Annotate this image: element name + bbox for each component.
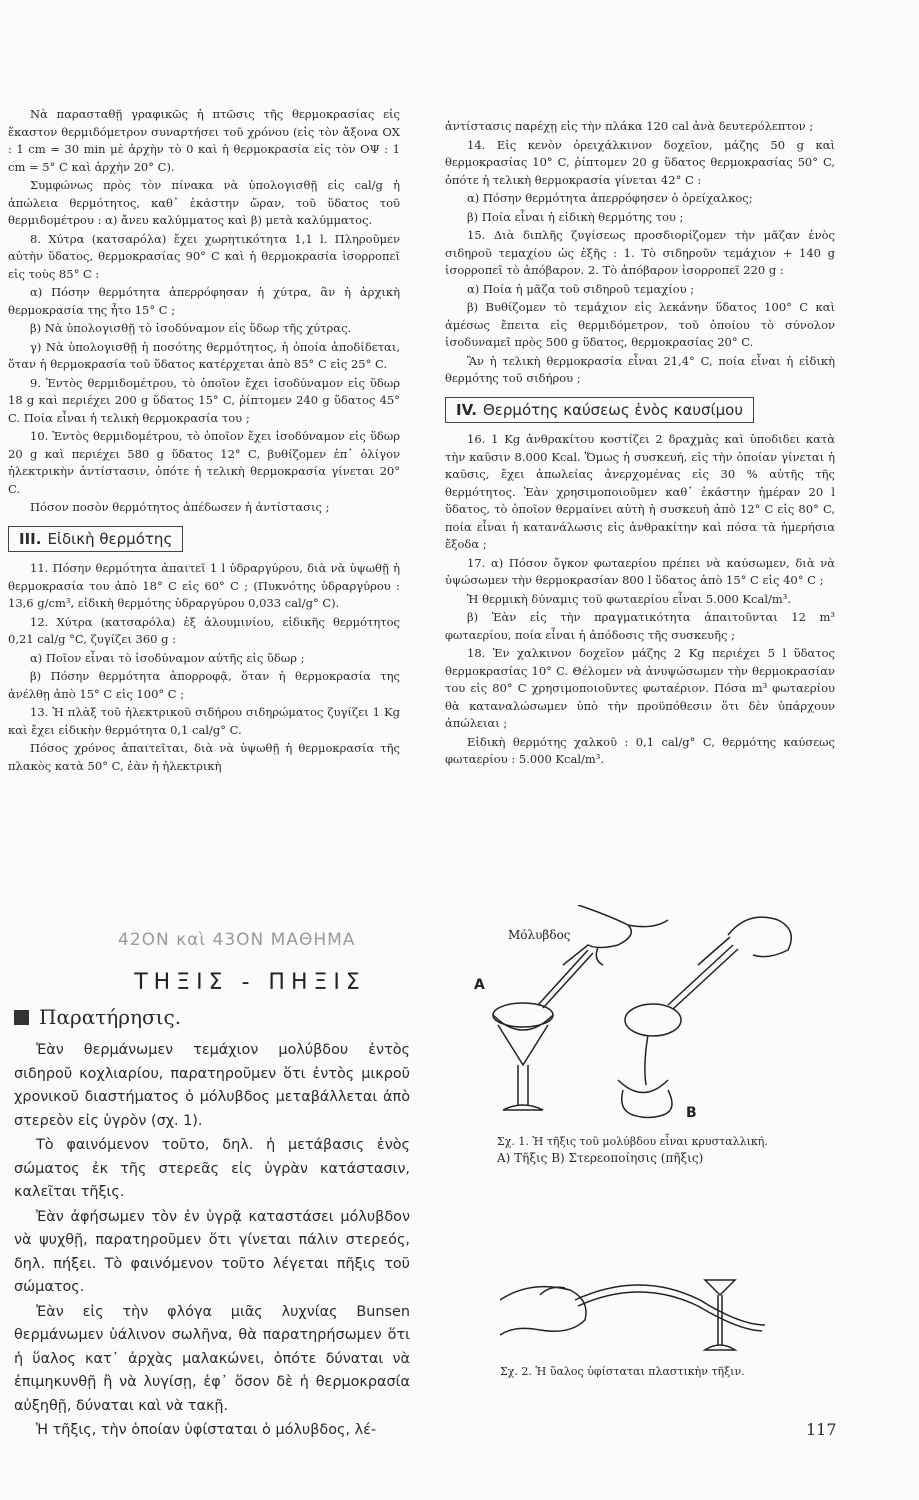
hand-a-illustration <box>563 905 668 965</box>
paragraph: Ἐὰν εἰς τὴν φλόγα μιᾶς λυχνίας Bunsen θερμάνωμεν ὑάλινον σωλῆνα, θὰ παρατηρήσωμεν ὅτι ἡ ὕαλος κατ᾿ ἀρχὰς μαλακώνει, ὁπότε δύναται νὰ ἐπιμηκυνθῇ ἢ νὰ λυγίσῃ, ἐφ᾿ ὅσον δὲ ἡ θερμοκρασία αὐξηθῇ, δύναται καὶ νὰ τακῇ. <box>14 1303 410 1414</box>
right-column-exercises <box>445 118 835 770</box>
figure-2-glass-tube <box>500 1240 840 1370</box>
observation-section <box>14 1005 410 1444</box>
lesson-title: ΤΗΞΙΣ - ΠΗΞΙΣ <box>134 970 366 995</box>
exercise-15-question: Ἂν ἡ τελικὴ θερμοκρασία εἶναι 21,4° C, ποία εἶναι ἡ εἰδικὴ θερμότης τοῦ σιδήρου ; <box>445 353 835 385</box>
observation-heading <box>14 1005 410 1029</box>
figure-1-caption-line1: Σχ. 1. Ἡ τῆξις τοῦ μολύβδου εἶναι κρυσταλλική. <box>497 1135 768 1148</box>
exercise-15a: α) Ποία ἡ μᾶζα τοῦ σιδηροῦ τεμαχίου ; <box>467 281 695 296</box>
exercise-17b: β) Ἐὰν εἰς τὴν πραγματικότητα ἀπαιτοῦνται 12 m³ φωταερίου, ποία εἶναι ἡ ἀπόδοσις τῆς συσκευῆς ; <box>445 610 835 642</box>
exercise-13-question: Πόσος χρόνος ἀπαιτεῖται, διὰ νὰ ὑψωθῇ ἡ θερμοκρασία τῆς πλακὸς κατὰ 50° C, ἐὰν ἡ ἠλεκτρικὴ <box>8 741 400 773</box>
paragraph: Νὰ παρασταθῇ γραφικῶς ἡ πτῶσις τῆς θερμοκρασίας εἰς ἕκαστον θερμιδόμετρον συναρτήσει τοῦ χρόνου (εἰς τὸν ἄξονα ΟΧ : 1 cm = 30 min μὲ ἀρχὴν τὸ 0 καὶ ἡ θερμοκρασία εἰς τὸν ΟΨ : 1 cm = 5° C καὶ ἀρχὴν 20° C). <box>8 107 400 174</box>
exercise-14: 14. Εἰς κενὸν ὀρειχάλκινον δοχεῖον, μάζης 50 g καὶ θερμοκρασίας 10° C, ῥίπτομεν 20 g ὕδατος θερμοκρασίας 50° C, ὁπότε ἡ τελικὴ θερμοκρασία γίνεται 42° C : <box>445 137 835 187</box>
figure-1-label-b: B <box>686 1105 697 1121</box>
exercise-9: 9. Ἐντὸς θερμιδομέτρου, τὸ ὁποῖον ἔχει ἰσοδύναμον εἰς ὕδωρ 18 g καὶ περιέχει 200 g ὕδατος 15° C, ῥίπτομεν 240 g ὕδατος 45° C. Ποία εἶναι ἡ τελικὴ θερμοκρασία του ; <box>8 375 400 425</box>
exercise-14b: β) Ποία εἶναι ἡ εἰδικὴ θερμότης του ; <box>467 209 684 224</box>
exercise-15: 15. Διὰ διπλῆς ζυγίσεως προσδιορίζομεν τὴν μᾶζαν ἑνὸς σιδηροῦ τεμαχίου ὡς ἑξῆς : 1. Τὸ σιδηροῦν τεμάχιον + 140 g ἰσορροπεῖ τὸ ἀπόβαρον. 2. Τὸ ἀπόβαρον ἰσορροπεῖ 220 g : <box>445 228 835 277</box>
figure-1-caption <box>497 1135 827 1165</box>
paragraph: ἀντίστασις παρέχῃ εἰς τὴν πλάκα 120 cal ἀνὰ δευτερόλεπτον ; <box>445 119 814 133</box>
paragraph: Συμφώνως πρὸς τὸν πίνακα νὰ ὑπολογισθῇ εἰς cal/g ἡ ἀπώλεια θερμότητος, καθ᾿ ἑκάστην ὥραν, τοῦ ὕδατος τοῦ θερμιδομέτρου : α) ἄνευ καλύμματος καὶ β) μετὰ καλύμματος. <box>8 178 400 227</box>
exercise-8a: α) Πόσην θερμότητα ἀπερρόφησαν ἡ χύτρα, ἂν ἡ ἀρχικὴ θερμοκρασία της ἦτο 15° C ; <box>8 285 400 317</box>
section-heading-combustion-heat <box>445 397 754 424</box>
paragraph: Ἡ τῆξις, τὴν ὁποίαν ὑφίσταται ὁ μόλυβδος, λέ- <box>36 1422 377 1438</box>
exercise-8b: β) Νὰ ὑπολογισθῇ τὸ ἰσοδύναμον εἰς ὕδωρ τῆς χύτρας. <box>30 321 352 335</box>
square-bullet-icon <box>14 1010 29 1025</box>
exercise-16: 16. 1 Kg ἀνθρακίτου κοστίζει 2 δραχμὰς καὶ ὑποδιδει κατὰ τὴν καῦσιν 8.000 Kcal. Ὅμως ἡ συσκευή, εἰς τὴν ὁποίαν γίνεται ἡ καῦσις, ἔχει ἀπωλείας ἀνερχομένας εἰς 30 % αὐτῆς τῆς θερμότητος. Ἐὰν χρησιμοποιοῦμεν καθ᾿ ἑκάστην ἡμέραν 20 l ὕδατος, τὸ ὁποῖον θερμαίνει αὐτὴ ἡ συσκευὴ ἀπὸ 12° C εἰς 80° C, ποία εἶναι ἡ κατανάλωσις εἰς ἀνθρακίτην καὶ πόσα τὰ ἡμερήσια ἔξοδα ; <box>445 432 835 551</box>
hand-b-illustration <box>698 917 791 965</box>
exercise-13: 13. Ἡ πλὰξ τοῦ ἠλεκτρικοῦ σιδήρου σιδηρώματος ζυγίζει 1 Kg καὶ ἔχει εἰδικὴν θερμότητα 0,1 cal/g° C. <box>8 705 400 737</box>
exercise-17-data: Ἡ θερμικὴ δύναμις τοῦ φωταερίου εἶναι 5.000 Kcal/m³. <box>467 591 792 606</box>
section-heading-specific-heat <box>8 526 183 553</box>
left-column-exercises <box>8 106 400 776</box>
paragraph: Τὸ φαινόμενον τοῦτο, δηλ. ἡ μετάβασις ἑνὸς σώματος ἐκ τῆς στερεᾶς εἰς ὑγρὰν κατάστασιν, καλεῖται τῆξις. <box>14 1137 410 1200</box>
ladle-b <box>625 945 738 1085</box>
paragraph: Ἐὰν θερμάνωμεν τεμάχιον μολύβδου ἐντὸς σιδηροῦ κοχλιαρίου, παρατηροῦμεν ὅτι ἐντὸς μικροῦ χρονικοῦ διαστήματος ὁ μόλυβδος μεταβάλλεται ἀπὸ στερεὸν εἰς ὑγρὸν (σχ. 1). <box>14 1042 410 1129</box>
exercise-12a: α) Ποῖον εἶναι τὸ ἰσοδύναμον αὐτῆς εἰς ὕδωρ ; <box>30 650 305 665</box>
section-number: IV. <box>456 400 477 419</box>
exercise-11: 11. Πόσην θερμότητα ἀπαιτεῖ 1 l ὑδραργύρου, διὰ νὰ ὑψωθῇ ἡ θερμοκρασία του ἀπὸ 18° C εἰς 60° C ; (Πυκνότης ὑδραργύρου : 13,6 g/cm³, εἰδικὴ θερμότης ὑδραργύρου 0,033 cal/g° C). <box>8 561 400 610</box>
exercise-10: 10. Ἐντὸς θερμιδομέτρου, τὸ ὁποῖον ἔχει ἰσοδύναμον εἰς ὕδωρ 20 g καὶ περιέχει 580 g ὕδατος 12° C, βυθίζομεν ἐπ᾿ ὀλίγον ἠλεκτρικὴν ἀντίστασιν, ὁπότε ἡ τελικὴ θερμοκρασία γίνεται 20° C. <box>8 429 400 496</box>
figure-2-caption: Σχ. 2. Ἡ ὕαλος ὑφίσταται πλαστικὴν τῆξιν. <box>500 1365 745 1378</box>
figure-1-caption-line2: Α) Τῆξις Β) Στερεοποίησις (πῆξις) <box>497 1151 704 1165</box>
funnel-stand-b <box>618 1080 672 1118</box>
section-title: Εἰδικὴ θερμότης <box>47 529 173 548</box>
exercise-8c: γ) Νὰ ὑπολογισθῇ ἡ ποσότης θερμότητος, ἡ ὁποία ἀποδίδεται, ὅταν ἡ θερμοκρασία τοῦ ὕδατος κατέρχεται ἀπὸ 85° C εἰς 25° C. <box>8 339 400 371</box>
exercise-15b: β) Βυθίζομεν τὸ τεμάχιον εἰς λεκάνην ὕδατος 100° C καὶ ἀμέσως ἔπειτα εἰς θερμιδόμετρον, τοῦ ὁποίου τὸ σύνολον ἰσοδυναμεῖ πρὸς 500 g ὕδατος, θερμοκρασίας 20° C. <box>445 300 835 349</box>
hand-illustration <box>500 1287 586 1335</box>
section-number: III. <box>19 529 42 548</box>
figure-1-label-a: A <box>474 977 485 993</box>
exercise-10-question: Πόσον ποσὸν θερμότητος ἀπέδωσεν ἡ ἀντίστασις ; <box>30 500 330 514</box>
exercise-12b: β) Πόσην θερμότητα ἀπορροφᾷ, ὅταν ἡ θερμοκρασία της ἀνέλθῃ ἀπὸ 15° C εἰς 100° C ; <box>8 669 400 701</box>
observation-body <box>14 1039 410 1443</box>
exercise-18-data: Εἰδικὴ θερμότης χαλκοῦ : 0,1 cal/g° C, θερμότης καύσεως φωταερίου : 5.000 Kcal/m³. <box>445 734 835 766</box>
exercise-18: 18. Ἐν χαλκινον δοχεῖον μάζης 2 Kg περιέχει 5 l ὕδατος θερμοκρασίας 10° C. Θέλομεν νὰ ἀνυψώσωμεν τὴν θερμοκρασίαν του εἰς 80° C χρησιμοποιοῦντες φωταέριον. Πόσα m³ φωταερίου θὰ καταναλώσωμεν ὑπὸ τὴν προϋπόθεσιν ὅτι δὲν ὑπάρχουν ἀπώλειαι ; <box>445 646 835 730</box>
section-title: Θερμότης καύσεως ἑνὸς καυσίμου <box>482 400 744 419</box>
figure-1-label-lead: Μόλυβδος <box>508 928 571 942</box>
funnel-stand-a <box>498 1025 548 1110</box>
glass-tube <box>575 1285 765 1331</box>
paragraph: Ἐὰν ἀφήσωμεν τὸν ἐν ὑγρᾷ καταστάσει μόλυβδον νὰ ψυχθῇ, παρατηροῦμεν ὅτι γίνεται πάλιν στερεός, δηλ. πήξει. Τὸ φαινόμενον τοῦτο λέγεται πῆξις τοῦ σώματος. <box>14 1208 410 1295</box>
bunsen-burner <box>705 1280 735 1350</box>
ladle-a <box>493 950 593 1030</box>
exercise-8: 8. Χύτρα (κατσαρόλα) ἔχει χωρητικότητα 1,1 l. Πληροῦμεν αὐτὴν ὕδατος, θερμοκρασίας 90° C καὶ ἡ θερμοκρασία ἰσορροπεῖ εἰς τοὺς 85° C : <box>8 231 400 281</box>
observation-title: Παρατήρησις. <box>39 1005 182 1029</box>
exercise-17: 17. α) Πόσον ὄγκον φωταερίου πρέπει νὰ καύσωμεν, διὰ νὰ ὑψώσωμεν τὴν θερμοκρασίαν 800 l ὕδατος ἀπὸ 15° C εἰς 40° C ; <box>445 555 835 587</box>
page-number: 117 <box>806 1420 837 1439</box>
exercise-12: 12. Χύτρα (κατσαρόλα) ἐξ ἀλουμινίου, εἰδικῆς θερμότητος 0,21 cal/g °C, ζυγίζει 360 g : <box>8 614 400 646</box>
figure-1-melting-lead <box>468 905 848 1135</box>
exercise-14a: α) Πόσην θερμότητα ἀπερρόφησεν ὁ ὀρείχαλκος; <box>467 191 753 205</box>
lesson-header: 42ΟΝ καὶ 43ΟΝ ΜΑΘΗΜΑ <box>118 930 356 950</box>
